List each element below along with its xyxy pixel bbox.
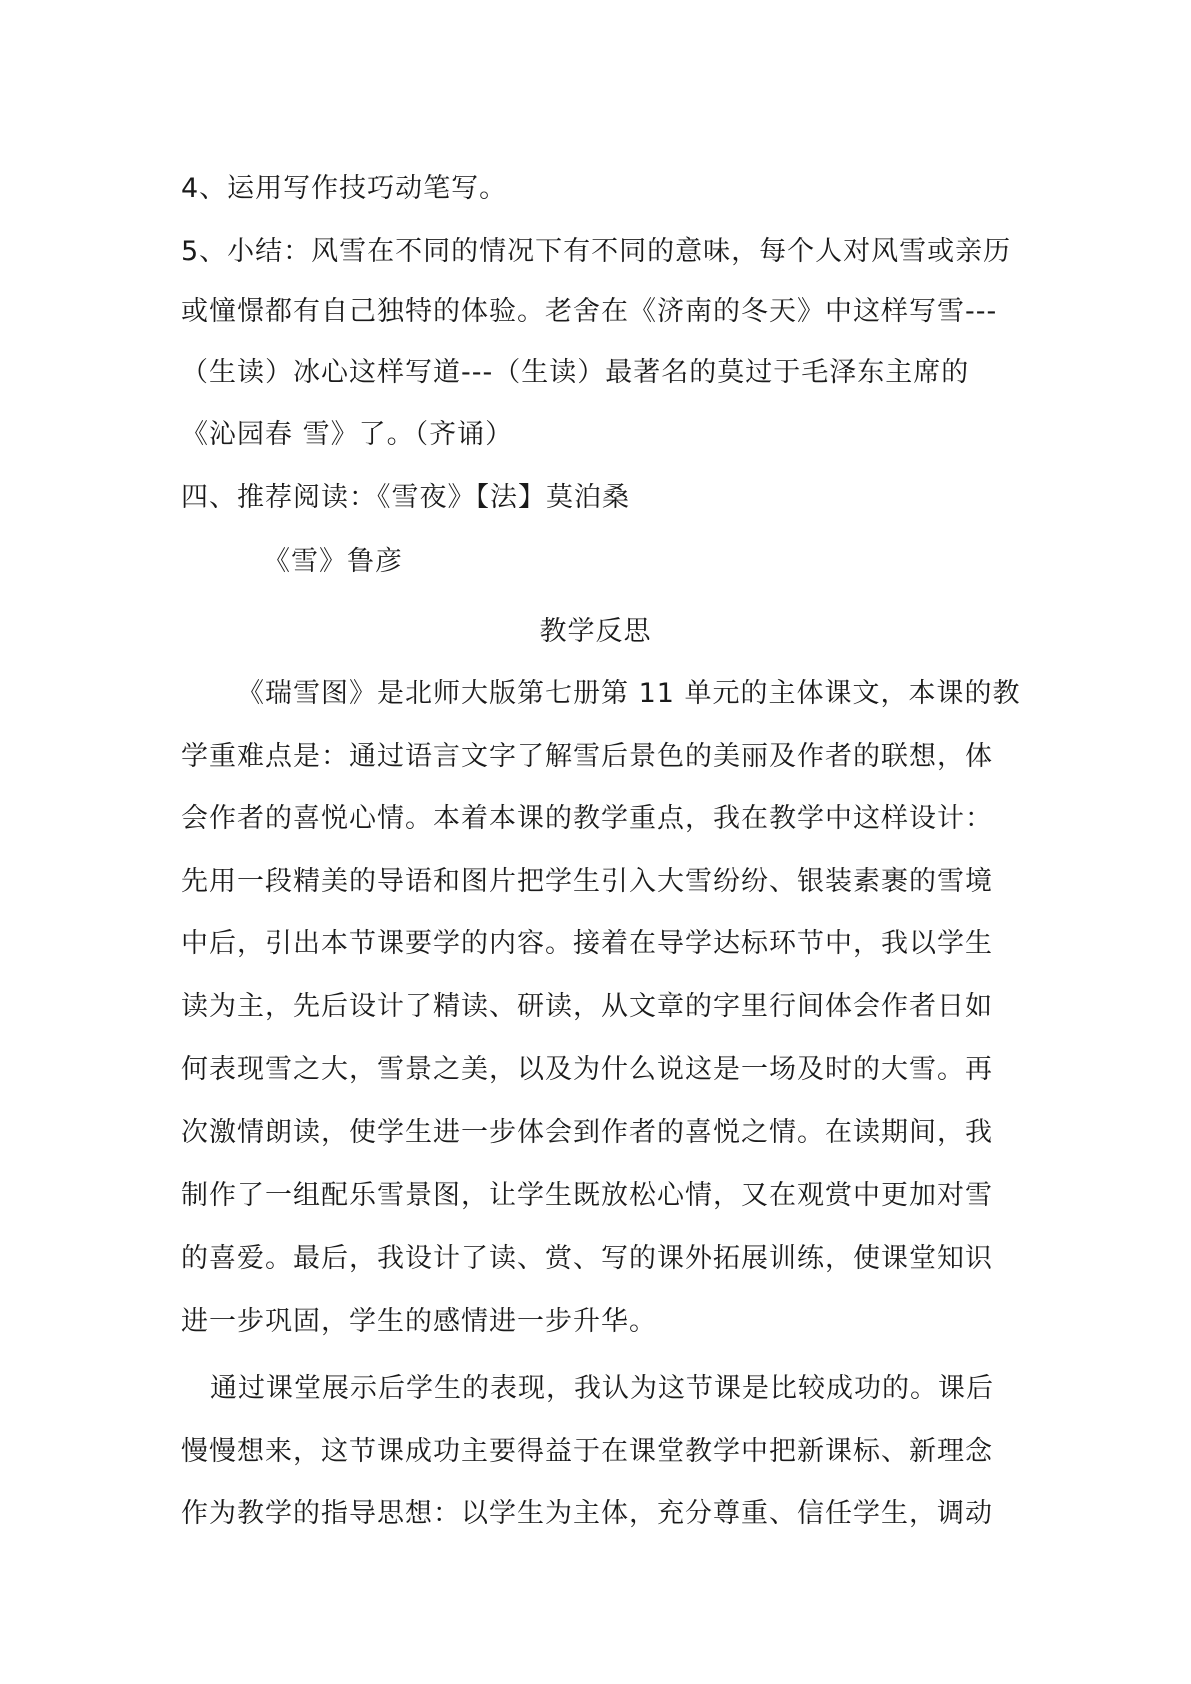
text-line: 学重难点是：通过语言文字了解雪后景色的美丽及作者的联想，体: [181, 741, 993, 772]
text-line: 次激情朗读，使学生进一步体会到作者的喜悦之情。在读期间，我: [181, 1117, 993, 1148]
text-line: 何表现雪之大，雪景之美，以及为什么说这是一场及时的大雪。再: [181, 1054, 993, 1085]
text-line: 中后，引出本节课要学的内容。接着在导学达标环节中，我以学生: [181, 928, 993, 959]
text-line: 会作者的喜悦心情。本着本课的教学重点，我在教学中这样设计：: [181, 803, 993, 834]
section-title-teaching-reflection: 教学反思: [539, 616, 652, 647]
section-heading-recommended-reading: 四、推荐阅读：《雪夜》【法】莫泊桑: [181, 482, 630, 513]
text-line: （生读）冰心这样写道---（生读）最著名的莫过于毛泽东主席的: [181, 357, 970, 388]
text-line: 5、小结：风雪在不同的情况下有不同的意味，每个人对风雪或亲历: [181, 236, 1012, 267]
text-line: 先用一段精美的导语和图片把学生引入大雪纷纷、银装素裹的雪境: [181, 866, 993, 897]
text-line: 或憧憬都有自己独特的体验。老舍在《济南的冬天》中这样写雪---: [181, 296, 998, 327]
text-line: 《沁园春 雪》了。（齐诵）: [181, 419, 514, 450]
text-line: 的喜爱。最后，我设计了读、赏、写的课外拓展训练，使课堂知识: [181, 1243, 993, 1274]
text-line: 慢慢想来，这节课成功主要得益于在课堂教学中把新课标、新理念: [181, 1436, 993, 1467]
text-line: 《雪》鲁彦: [263, 546, 403, 577]
text-line: 作为教学的指导思想：以学生为主体，充分尊重、信任学生，调动: [181, 1498, 993, 1529]
paragraph-first-line: 通过课堂展示后学生的表现，我认为这节课是比较成功的。课后: [210, 1373, 994, 1404]
paragraph-first-line: 《瑞雪图》是北师大版第七册第 11 单元的主体课文，本课的教: [237, 678, 1021, 709]
text-line: 4、运用写作技巧动笔写。: [181, 173, 508, 204]
text-line: 进一步巩固，学生的感情进一步升华。: [181, 1306, 657, 1337]
text-line: 读为主，先后设计了精读、研读，从文章的字里行间体会作者日如: [181, 991, 993, 1022]
text-line: 制作了一组配乐雪景图，让学生既放松心情，又在观赏中更加对雪: [181, 1180, 993, 1211]
